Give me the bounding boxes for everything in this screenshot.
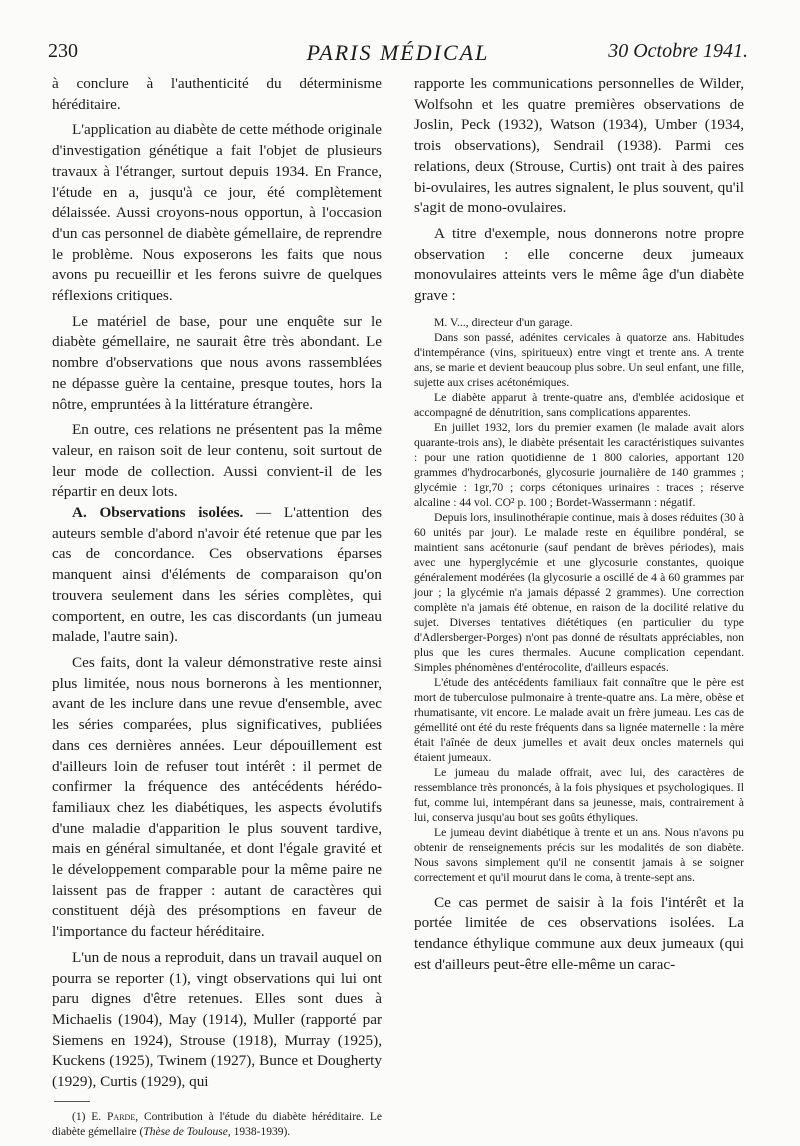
footnote-author: Parde	[107, 1110, 136, 1123]
section-paragraph	[52, 503, 382, 648]
footnote	[52, 1110, 382, 1140]
paragraph: rapporte les communications personnelles de Wilder, Wolfsohn et les quatre premières observations de Joslin, Peck (1932), Watson (1934), Umber (1934, trois observations), Sendrail (1938). Parmi ces relations, deux (Strouse, Curtis) ont trait à des paires bi-ovulaires, les autres signalent, le plus souvent, qu'il s'agit de mono-ovulaires.	[414, 75, 744, 217]
case-paragraph: En juillet 1932, lors du premier examen (le malade avait alors quarante-trois ans), le diabète présentait les caractéristiques suivantes : pour une ration quotidienne de 1 800 calories, apportant 120 grammes d'hydrocarbonés, glycosurie journalière de 140 grammes ; glycémie : 1gr,70 ; corps cétoniques urinaires : traces ; réserve alcaline : 44 vol. CO² p. 100 ; Bordet-Wassermann : négatif.	[414, 420, 744, 509]
paragraph: En outre, ces relations ne présentent pas la même valeur, en raison soit de leur contenu, soit surtout de leur mode de collection. Aussi convient-il de les répartir en deux lots.	[52, 421, 382, 501]
case-paragraph: Depuis lors, insulinothérapie continue, mais à doses réduites (30 à 60 unités par jour). Le malade reste en équilibre pondéral, se maintient sans acétonurie (sauf pendant de brèves périodes), mais avec une hyperglycémie et une glycosurie constantes, quoique généralement modérées (la glycosurie a oscillé de 4 à 60 grammes par jour ; la glycémie n'a jamais dépassé 2 grammes). Une correction complète n'a jamais été obtenue, en raison de la docilité relative du sujet. Diverses tentatives diététiques (en particulier du type d'Adlersberger-Porges) n'ont pas donné de résultats appréciables, non plus que les cures thermales. Aucune complication cependant. Simples phénomènes d'entérocolite, d'ailleurs espacés.	[414, 510, 744, 674]
case-paragraph: M. V..., directeur d'un garage.	[434, 315, 573, 329]
case-paragraph: Dans son passé, adénites cervicales à quatorze ans. Habitudes d'intempérance (vins, spiritueux) entre vingt et trente ans. A trente ans, se marie et devient beaucoup plus sobre. Un seul enfant, une fille, sujette aux crises acétonémiques.	[414, 330, 744, 389]
paragraph: à conclure à l'authenticité du déterminisme héréditaire.	[52, 75, 382, 113]
footnote-mark: (1) E.	[72, 1110, 108, 1123]
case-paragraph: Le jumeau du malade offrait, avec lui, des caractères de ressemblance très prononcés, à la fois physiques et psychologiques. Il fut, comme lui, intempérant dans sa jeunesse, mais, contrairement à lui, conserva jusqu'au bout ses goûts éthyliques.	[414, 765, 744, 824]
page-header	[48, 40, 748, 70]
paragraph: L'un de nous a reproduit, dans un travail auquel on pourra se reporter (1), vingt observations qui lui ont paru dignes d'être retenues. Elles sont dues à Michaelis (1904), May (1914), Muller (rapporté par Siemens en 1924), Strouse (1918), Murray (1925), Kuckens (1925), Twinem (1927), Bunce et Dougherty (1929), Curtis (1929), qui	[52, 948, 382, 1091]
footnote-text: , Contribution à l'étude du diabète héréditaire. Le diabète gémellaire (	[52, 1110, 382, 1138]
issue-date: 30 Octobre 1941.	[608, 40, 748, 62]
left-column	[52, 74, 382, 1140]
paragraph: L'application au diabète de cette méthode originale d'investigation génétique a fait l'objet de plusieurs travaux à l'étranger, surtout depuis 1934. En France, l'étude en a, jusqu'à ce jour, été complètement délaissée. Aussi croyons-nous opportun, à l'occasion d'un cas personnel de diabète gémellaire, de reprendre le problème. Nous exposerons les faits que nous avons pu recueillir et les ferons suivre de quelques réflexions critiques.	[52, 121, 382, 305]
case-report	[414, 315, 744, 885]
paragraph: Le matériel de base, pour une enquête sur le diabète gémellaire, ne saurait être très abondant. Le nombre d'observations que nous avons rassemblées ne dépasse guère la centaine, presque toutes, hors la nôtre, empruntées à la littérature étrangère.	[52, 312, 382, 413]
footnote-title: Thèse de Toulouse	[143, 1125, 228, 1138]
paragraph: A titre d'exemple, nous donnerons notre propre observation : elle concerne deux jumeaux monovulaires atteints vers le même âge d'un diabète grave :	[414, 224, 744, 305]
footnote-end: , 1938-1939).	[227, 1125, 291, 1138]
right-column	[414, 74, 744, 976]
page-number: 230	[48, 40, 78, 62]
section-heading: A. Observations isolées.	[72, 504, 244, 522]
paragraph: Ce cas permet de saisir à la fois l'intérêt et la portée limitée de ces observations isolées. La tendance éthylique commune aux deux jumeaux (qui est d'ailleurs peut-être elle-même un carac-	[414, 893, 744, 973]
paragraph-body: — L'attention des auteurs semble d'abord n'avoir été retenue que par les cas de concordance. Ces observations éparses manquent ainsi d'éléments de comparaison qu'on trouvera seulement dans les séries complètes, qui comportent, en outre, les cas discordants (un jumeau malade, l'autre sain).	[52, 504, 382, 646]
case-paragraph: Le diabète apparut à trente-quatre ans, d'emblée acidosique et accompagné de dénutrition, sans complications apparentes.	[414, 390, 744, 419]
paragraph: Ces faits, dont la valeur démonstrative reste ainsi plus limitée, nous nous bornerons à les mentionner, avant de les inclure dans une revue d'ensemble, avec les séries comparées, plus significatives, publiées dans ces dernières années. Leur dépouillement est d'ailleurs loin de refuser tout intérêt : il permet de confirmer la fréquence des antécédents hérédo-familiaux chez les diabétiques, les aspects évolutifs d'une maladie d'apparition le plus souvent tardive, mais en général simultanée, et dont l'égale gravité et le développement comparable pour la même paire ne laissent pas de frapper : autant de caractères qui constituent déjà des présomptions en faveur de l'importance du facteur héréditaire.	[52, 653, 382, 941]
journal-title: PARIS MÉDICAL	[306, 40, 490, 65]
footnote-divider	[54, 1101, 90, 1102]
case-paragraph: Le jumeau devint diabétique à trente et un ans. Nous n'avons pu obtenir de renseignements précis sur les modalités de son diabète. Nous savons simplement qu'il ne consentit jamais à se soigner correctement et qu'il mourut dans le coma, à trente-sept ans.	[414, 825, 744, 884]
case-paragraph: L'étude des antécédents familiaux fait connaître que le père est mort de tuberculose pulmonaire à trente-quatre ans. La mère, obèse et rhumatisante, vit encore. Le malade avait un frère jumeau. Les cas de gémellité ont été du reste fréquents dans sa lignée maternelle : la mère était l'aînée de deux jumelles et avait deux oncles maternels qui étaient jumeaux.	[414, 675, 744, 764]
